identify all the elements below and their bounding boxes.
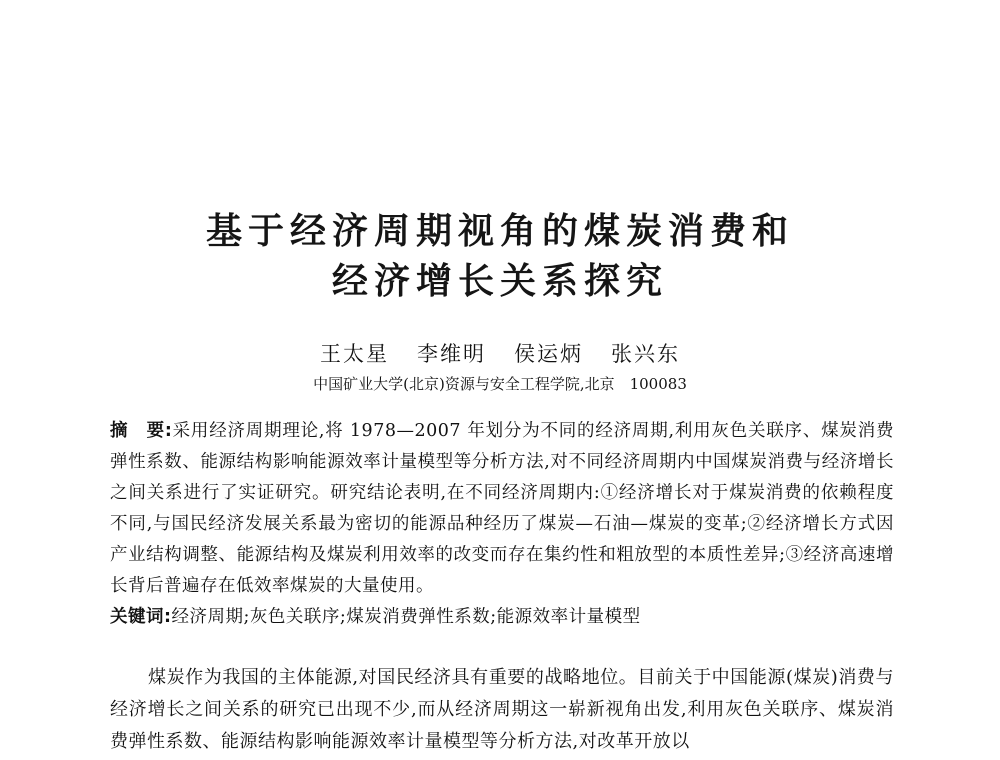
abstract-text: 采用经济周期理论,将 1978—2007 年划分为不同的经济周期,利用灰色关联序、煤炭消费弹性系数、能源结构影响能源效率计量模型等分析方法,对不同经济周期内中国煤炭消费与经济增长之间关系进行了实证研究。研究结论表明,在不同经济周期内:①经济增长对于煤炭消费的依赖程度不同,与国民经济发展关系最为密切的能源品种经历了煤炭—石油—煤炭的变革;②经济增长方式因产业结构调整、能源结构及煤炭利用效率的改变而存在集约性和粗放型的本质性差异;③经济高速增长背后普遍存在低效率煤炭的大量使用。 (110, 421, 894, 596)
keywords-text: 经济周期;灰色关联序;煤炭消费弹性系数;能源效率计量模型 (171, 607, 641, 627)
author-affiliation: 中国矿业大学(北京)资源与安全工程学院,北京 100083 (313, 375, 687, 393)
author-name: 张兴东 (611, 342, 680, 366)
author-name: 李维明 (417, 342, 486, 366)
paper-title-line-2: 经济增长关系探究 (331, 261, 668, 302)
paper-title-line-1: 基于经济周期视角的煤炭消费和 (205, 211, 794, 252)
author-name: 侯运炳 (514, 342, 583, 366)
abstract (110, 416, 894, 602)
keywords (110, 602, 894, 633)
author-list (0, 340, 1000, 368)
abstract-label: 摘 要: (110, 421, 173, 441)
author-name: 王太星 (320, 342, 389, 366)
keywords-label: 关键词: (110, 607, 172, 627)
body-paragraph: 煤炭作为我国的主体能源,对国民经济具有重要的战略地位。目前关于中国能源(煤炭)消费与经济增长之间关系的研究已出现不少,而从经济周期这一崭新视角出发,利用灰色关联序、煤炭消费弹性系数、能源结构影响能源效率计量模型等分析方法,对改革开放以 (110, 667, 894, 752)
